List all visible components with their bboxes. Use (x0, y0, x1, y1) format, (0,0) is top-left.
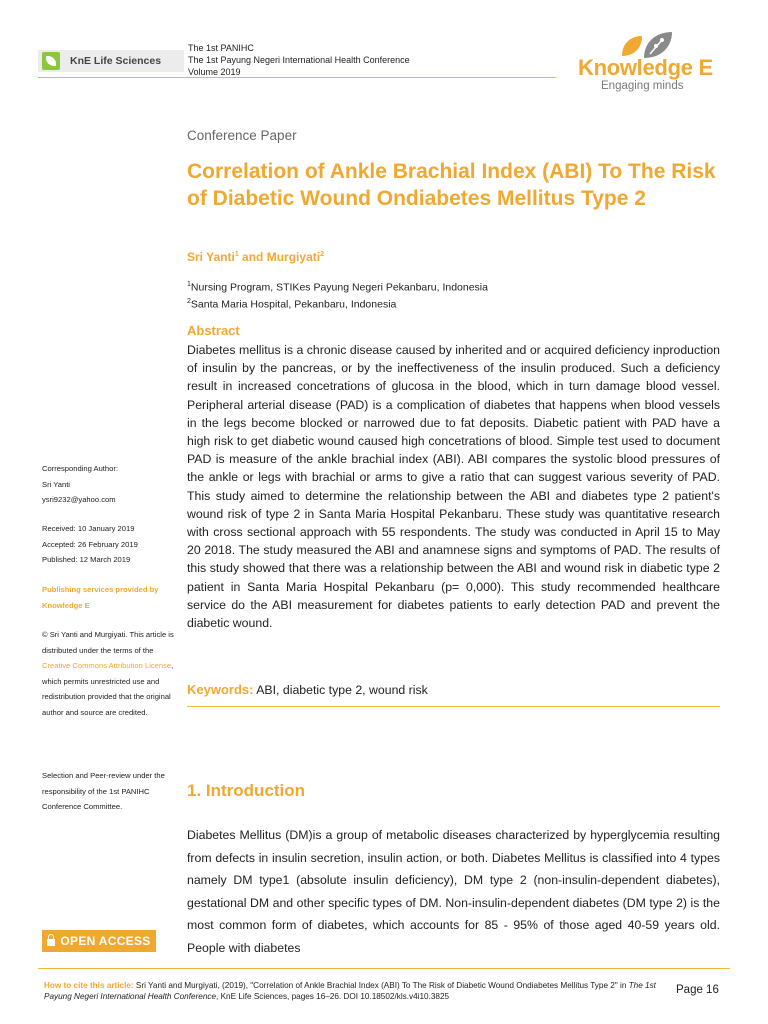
abstract-text: Diabetes mellitus is a chronic disease caused by inherited and or acquired deficiency inproduction of insulin by the pancreas, or by the ineffectiveness of the insulin produced. Such a deficiency result in increased concetrations of glucosa in the blood, which in turn damage blood vessel. Peripheral arterial disease (PAD) is a complication of diabetes that happens when blood vessels in the legs become blocked or narrowed due to fat deposits. Diabetic patient with PAD have a high risk to get diabetic wound caused high concetrations of blood. Simple test used to document PAD is measure of the ankle brachial index (ABI). ABI compares the systolic blood pressures of the ankle or legs with brachial or arms to give a ratio that can suggest various severity of PAD. This study aimed to determine the relationship between the ABI and diabetes type 2 patient's wound risk of type 2 in Santa Maria Hospital Pekanbaru. These study was quantitative research with cross sectional approach with 55 respondents. The study was conducted in April 15 to May 20 2018. The study measured the ABI and anamnese signs and symptoms of PAD. The results of this study showed that there was a relationship between the ABI and wound risk in diabetic type 2 patient in Santa Maria Hospital Pekanbaru (p= 0,000). This study recommended healthcare service do the ABI measurement for diabetes patients to early detection PAD and prevent the diabetic wound. (187, 343, 720, 631)
footer-divider (38, 968, 730, 969)
conference-line: Volume 2019 (188, 67, 241, 77)
author-affil-sup: 1 (234, 251, 239, 258)
conference-line: The 1st Payung Negeri International Health Conference (188, 55, 410, 65)
author-list (187, 250, 324, 264)
leaf-icon (42, 52, 60, 70)
open-access-badge: OPEN ACCESS (42, 930, 156, 952)
affiliation: $^1$Nursing Program, STIKes Payung Negeri Pekanbaru, Indonesia (187, 281, 488, 294)
journal-badge (38, 50, 184, 72)
author-joiner: and (238, 250, 267, 264)
license-statement: © Sri Yanti and Murgiyati. This article is distributed under the terms of the Creative Commons Attribution License, which permits unrestricted use and redistribution provided that the original author and source are credited. (42, 630, 174, 717)
author-affil-sup: 2 (320, 251, 324, 258)
corresponding-name: Sri Yanti (42, 479, 70, 489)
license-link[interactable]: Creative Commons Attribution License (42, 661, 172, 670)
lock-icon (47, 939, 55, 946)
citation-label: How to cite this article: (44, 981, 134, 990)
keywords-label: Keywords: (187, 682, 254, 697)
abstract-heading: Abstract (187, 323, 240, 338)
brand-tagline: Engaging minds (601, 80, 684, 92)
affiliations (187, 278, 488, 311)
section-heading: 1. Introduction (187, 781, 306, 800)
keywords-divider (187, 706, 720, 707)
citation: How to cite this article: Sri Yanti and Murgiyati, (2019), "Correlation of Ankle Brachial Index (ABI) To The Risk of Diabetic Wound Ondiabetes Mellitus Type 2" in The 1st Payung Negeri International Health Conference, KnE Life Sciences, pages 16–26. DOI 10.18502/kls.v4i10.3825 (44, 981, 656, 1001)
accepted-date: Accepted: 26 February 2019 (42, 539, 138, 549)
conference-line: The 1st PANIHC (188, 43, 254, 53)
affiliation: $^2$Santa Maria Hospital, Pekanbaru, Indonesia (187, 297, 397, 310)
corresponding-email[interactable]: ysri9232@yahoo.com (42, 495, 116, 504)
conference-info (188, 42, 410, 78)
journal-name: KnE Life Sciences (70, 55, 162, 67)
keywords (187, 682, 720, 697)
corresponding-author (42, 461, 182, 508)
paper-type: Conference Paper (187, 128, 297, 143)
published-date: Published: 12 March 2019 (42, 555, 131, 564)
page-number: Page 16 (676, 984, 719, 996)
received-date: Received: 10 January 2019 (42, 524, 135, 533)
peer-review-statement: Selection and Peer-review under the responsibility of the 1st PANIHC Conference Committee. (42, 771, 165, 811)
header-divider (38, 77, 556, 78)
intro-text: Diabetes Mellitus (DM)is a group of metabolic diseases characterized by hyperglycemia resulting from defects in insulin secretion, insulin action, or both. Diabetes Mellitus is classified into 4 types namely DM type1 (absolute insulin deficiency), DM type 2 (non-insulin-dependent diabetes), gestational DM and other specific types of DM. Non-insulin-dependent diabetes (DM type 2) is the most common form of diabetes, which accounts for 85 - 95% of those aged 40-59 years old. People with diabetes (187, 828, 720, 955)
author-name: Sri Yanti (187, 250, 235, 264)
keywords-list: ABI, diabetic type 2, wound risk (256, 683, 428, 697)
author-name: Murgiyati (266, 250, 321, 264)
article-dates (42, 521, 182, 568)
corresponding-label: Corresponding Author: (42, 464, 118, 473)
brand-name: Knowledge E (578, 55, 713, 80)
paper-title: Correlation of Ankle Brachial Index (ABI) To The Risk of Diabetic Wound Ondiabetes Mellitus Type 2 (187, 160, 716, 210)
publishing-services: Publishing services provided by Knowledge E (42, 585, 159, 610)
